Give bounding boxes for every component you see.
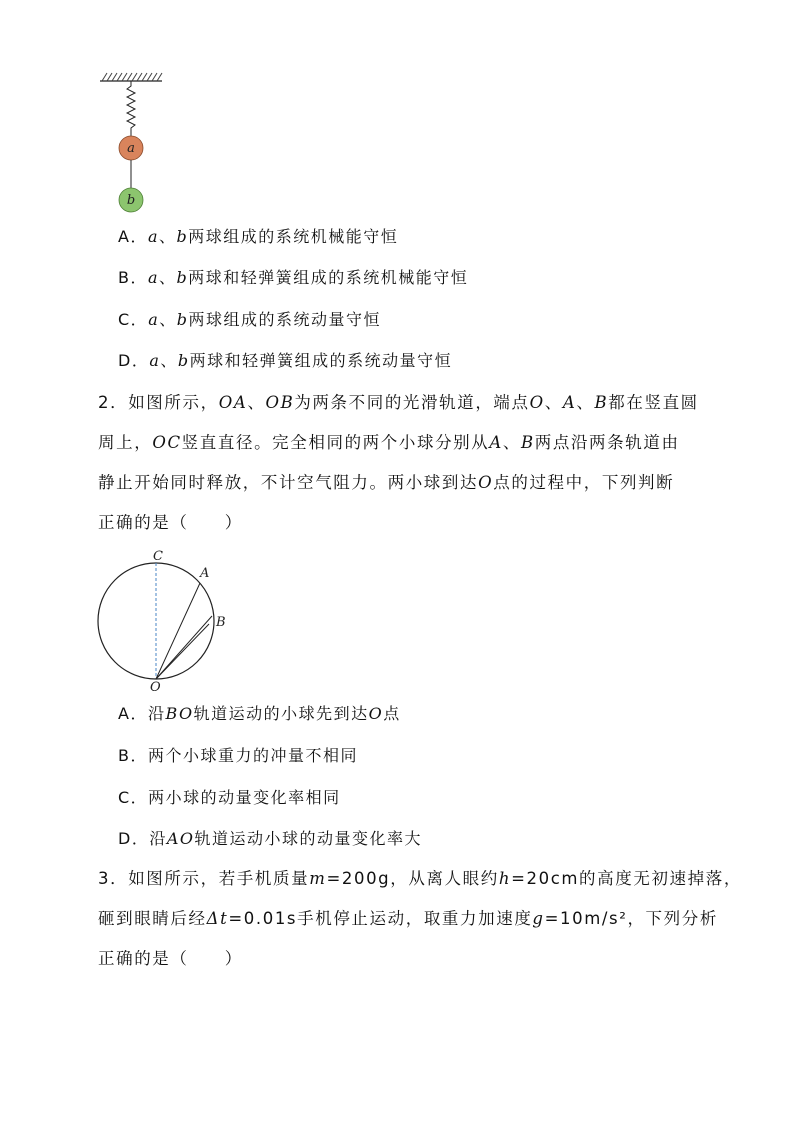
- ball-b-label: b: [126, 193, 136, 208]
- ceiling-hatch: [102, 73, 162, 81]
- q2-option-a: A．沿BO轨道运动的小球先到达O点: [118, 704, 401, 723]
- q2-option-c: C．两小球的动量变化率相同: [118, 788, 341, 807]
- q3-line-2: 砸到眼睛后经Δt=0.01s手机停止运动，取重力加速度g=10m/s²，下列分析: [98, 909, 718, 928]
- q2-line-2: 周上，OC竖直直径。完全相同的两个小球分别从A、B两点沿两条轨道由: [98, 433, 680, 452]
- track-ob-inner: [156, 624, 209, 679]
- q3-line-3: 正确的是（ ）: [98, 949, 243, 968]
- q2-line-1: 2．如图所示，OA、OB为两条不同的光滑轨道，端点O、A、B都在竖直圆: [98, 393, 699, 412]
- q1-option-d: D．a、b两球和轻弹簧组成的系统动量守恒: [118, 351, 453, 370]
- label-a: A: [200, 566, 210, 581]
- q2-line-4: 正确的是（ ）: [98, 513, 243, 532]
- spring: [127, 81, 135, 136]
- q2-line-3: 静止开始同时释放，不计空气阻力。两小球到达O点的过程中，下列判断: [98, 473, 675, 492]
- q1-option-a: A．a、b两球组成的系统机械能守恒: [118, 227, 399, 246]
- q1-option-b: B．a、b两球和轻弹簧组成的系统机械能守恒: [118, 268, 469, 287]
- q2-stem: [98, 383, 708, 543]
- label-o: O: [150, 680, 161, 694]
- circle-tracks-figure: [96, 546, 246, 694]
- q3-stem: [98, 859, 742, 979]
- label-c: C: [153, 549, 163, 564]
- spring-balls-figure: [96, 68, 166, 214]
- label-b: B: [216, 615, 226, 630]
- q1-option-c: C．a、b两球组成的系统动量守恒: [118, 310, 382, 329]
- q2-option-b: B．两个小球重力的冲量不相同: [118, 746, 358, 765]
- q2-option-d: D．沿AO轨道运动小球的动量变化率大: [118, 829, 423, 848]
- ball-a-label: a: [127, 141, 135, 156]
- q3-line-1: 3．如图所示，若手机质量m=200g，从离人眼约h=20cm的高度无初速掉落，: [98, 869, 742, 888]
- track-ob: [156, 616, 212, 679]
